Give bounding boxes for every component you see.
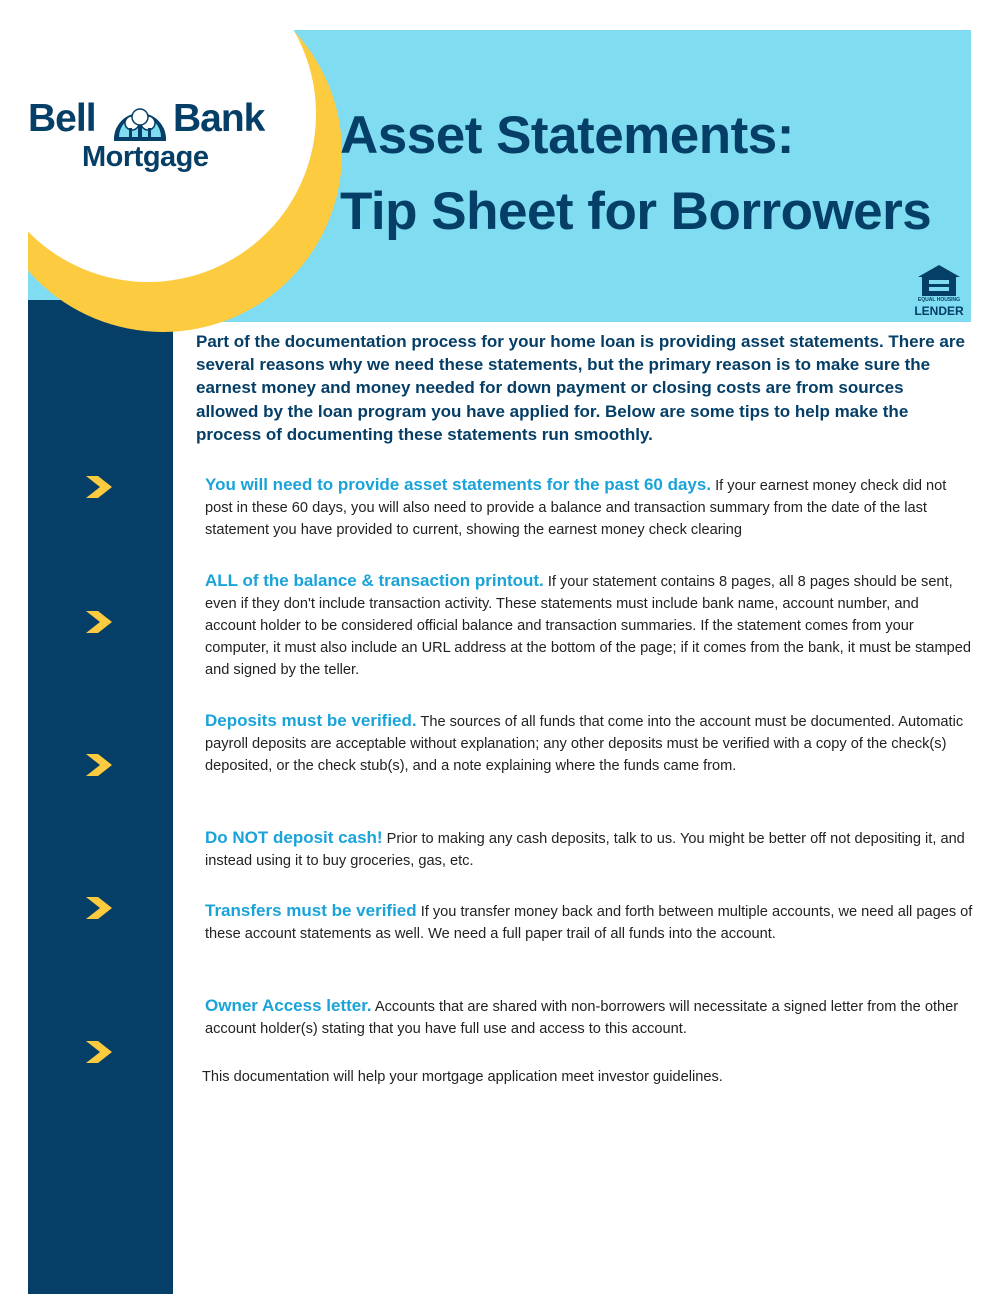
title-line-1: Asset Statements: [340,106,794,165]
tip-heading: Transfers must be verified [205,901,417,920]
tip-heading: Do NOT deposit cash! [205,828,383,847]
page-margin-top [0,0,1000,30]
tip-heading: Deposits must be verified. [205,711,417,730]
bell-bank-logo [28,97,276,177]
ehl-small-text: EQUAL HOUSING [917,297,961,303]
tip-item [205,900,973,945]
intro-paragraph: Part of the documentation process for your home loan is providing asset statements. There are several reasons why we need these statements, but the primary reason is to make sure the earnest money and money needed for down payment or closing costs are from sources allowed by the loan program you have applied for. Below are some tips to help make the process of documenting these statements run smoothly. [196,332,965,444]
tip-body: Accounts that are shared with non-borrowers will necessitate a signed letter from the other account holder(s) stating that you have full use and access to this account. [205,999,959,1037]
chevron-right-icon [84,895,116,921]
tip-body: If your earnest money check did not post in these 60 days, you will also need to provide a balance and transaction summary from the date of the last statement you have provided to current, showing the earnest money check clearing [205,478,947,538]
tip-item [205,570,973,681]
tip-heading: You will need to provide asset statements for the past 60 days. [205,475,712,494]
tip-heading: ALL of the balance & transaction printout. [205,571,544,590]
logo-word-mortgage: Mortgage [82,141,209,173]
logo-word-bell: Bell [28,97,96,140]
sidebar-band [28,300,173,1294]
chevron-right-icon [84,752,116,778]
tip-item [205,995,973,1040]
equal-housing-lender-badge [914,263,964,319]
chevron-right-icon [84,474,116,500]
tip-item [205,474,973,541]
page-title [340,98,960,250]
tip-item [205,827,973,872]
chevron-right-icon [84,609,116,635]
logo-word-bank: Bank [173,97,265,140]
closing-note: This documentation will help your mortgage application meet investor guidelines. [202,1069,723,1085]
page-margin-left [0,0,28,1294]
tip-body: The sources of all funds that come into the account must be documented. Automatic payroll deposits are acceptable without explanation; any other deposits must be verified with a copy of the check(s) deposited, or the check stub(s), and a note explaining where the funds came from. [205,714,964,774]
tip-body: Prior to making any cash deposits, talk to us. You might be better off not depositing it, and instead using it to buy groceries, gas, etc. [205,831,965,869]
bell-logo-icon [110,99,170,143]
chevron-right-icon [84,1039,116,1065]
ehl-lender-text: LENDER [914,304,964,318]
equal-housing-icon [914,263,964,297]
tip-body: If you transfer money back and forth between multiple accounts, we need all pages of these account statements as well. We need a full paper trail of all funds into the account. [205,904,973,942]
tip-body: If your statement contains 8 pages, all 8 pages should be sent, even if they don't include transaction activity. These statements must include bank name, account number, and account holder to be considered official balance and transaction summaries. If the statement comes from your computer, it must also include an URL address at the bottom of the page; if it comes from the bank, it must be stamped and signed by the teller. [205,574,972,678]
tip-heading: Owner Access letter. [205,996,372,1015]
title-line-2: Tip Sheet for Borrowers [340,182,932,241]
tip-item [205,710,973,777]
